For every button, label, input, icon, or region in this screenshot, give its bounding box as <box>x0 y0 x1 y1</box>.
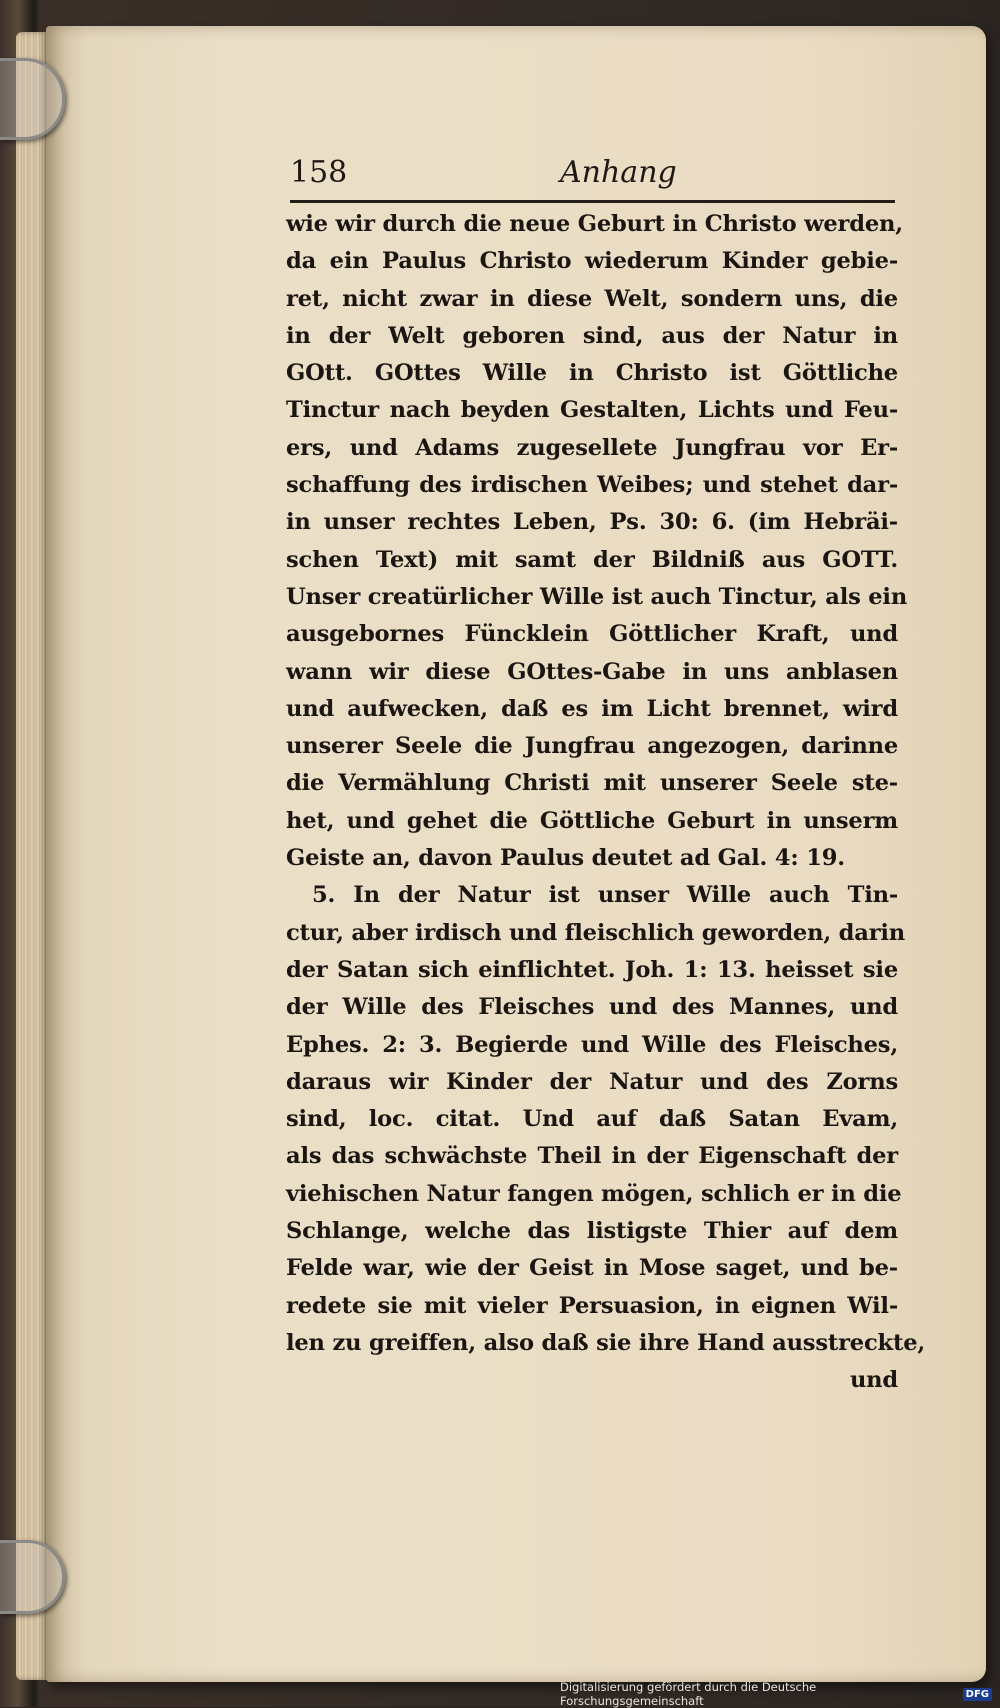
text-line: Tinctur nach beyden Gestalten, Lichts und Feu- <box>286 397 898 424</box>
text-line: die Vermählung Christi mit unserer Seele ste- <box>286 770 898 797</box>
text-line: wie wir durch die neue Geburt in Christo werden, <box>286 211 903 237</box>
text-line: len zu greiffen, also daß sie ihre Hand ausstreckte, <box>286 1329 926 1356</box>
footer-credit <box>560 1680 992 1708</box>
text-line: der Wille des Fleisches und des Mannes, und <box>286 994 898 1021</box>
text-line: da ein Paulus Christo wiederum Kinder gebie- <box>286 248 898 275</box>
text-line: unserer Seele die Jungfrau angezogen, darinne <box>286 733 898 760</box>
footer-credit-text: Digitalisierung gefördert durch die Deutsche Forschungsgemeinschaft <box>560 1680 817 1708</box>
text-line: GOtt. GOttes Wille in Christo ist Göttliche <box>286 360 898 387</box>
text-line: in unser rechtes Leben, Ps. 30: 6. (im Hebräi- <box>286 509 898 536</box>
header-rule <box>290 200 895 203</box>
text-line: Geiste an, davon Paulus deutet ad Gal. 4: 19. <box>286 845 845 872</box>
text-line: und <box>849 1367 898 1394</box>
text-line: het, und gehet die Göttliche Geburt in unserm <box>286 807 898 834</box>
text-line: Unser creatürlicher Wille ist auch Tinctur, als ein <box>286 583 908 610</box>
text-line: redete sie mit vieler Persuasion, in eignen Wil- <box>286 1292 898 1319</box>
text-line: ctur, aber irdisch und fleischlich geworden, darin <box>286 919 906 946</box>
text-line: als das schwächste Theil in der Eigenschaft der <box>286 1143 898 1170</box>
text-line: der Satan sich einflichtet. Joh. 1: 13. heisset sie <box>286 956 898 983</box>
text-line: viehischen Natur fangen mögen, schlich er in die <box>286 1180 902 1207</box>
running-title: Anhang <box>560 155 677 190</box>
text-line: Felde war, wie der Geist in Mose saget, und be- <box>286 1255 898 1282</box>
text-line: Ephes. 2: 3. Begierde und Wille des Fleisches, <box>286 1031 898 1058</box>
text-line: in der Welt geboren sind, aus der Natur in <box>286 322 898 349</box>
page-header <box>290 155 895 199</box>
text-line: und aufwecken, daß es im Licht brennet, wird <box>286 695 898 722</box>
dfg-logo: DFG <box>963 1688 992 1701</box>
page-number: 158 <box>290 155 348 190</box>
text-line: schaffung des irdischen Weibes; und stehet dar- <box>286 472 898 499</box>
text-line: schen Text) mit samt der Bildniß aus GOTT. <box>286 546 898 573</box>
page-edge <box>16 32 48 1680</box>
body-text <box>286 206 926 1400</box>
text-line: daraus wir Kinder der Natur und des Zorns <box>286 1068 898 1095</box>
text-line: ausgebornes Füncklein Göttlicher Kraft, und <box>286 621 898 648</box>
text-line: ers, und Adams zugesellete Jungfrau vor Er- <box>286 434 898 461</box>
text-line: Schlange, welche das listigste Thier auf dem <box>286 1218 898 1245</box>
text-line: wann wir diese GOttes-Gabe in uns anblasen <box>286 658 898 685</box>
text-line: ret, nicht zwar in diese Welt, sondern uns, die <box>286 285 898 312</box>
text-line: sind, loc. citat. Und auf daß Satan Evam, <box>286 1106 898 1133</box>
text-line: 5. In der Natur ist unser Wille auch Tin- <box>312 882 898 909</box>
